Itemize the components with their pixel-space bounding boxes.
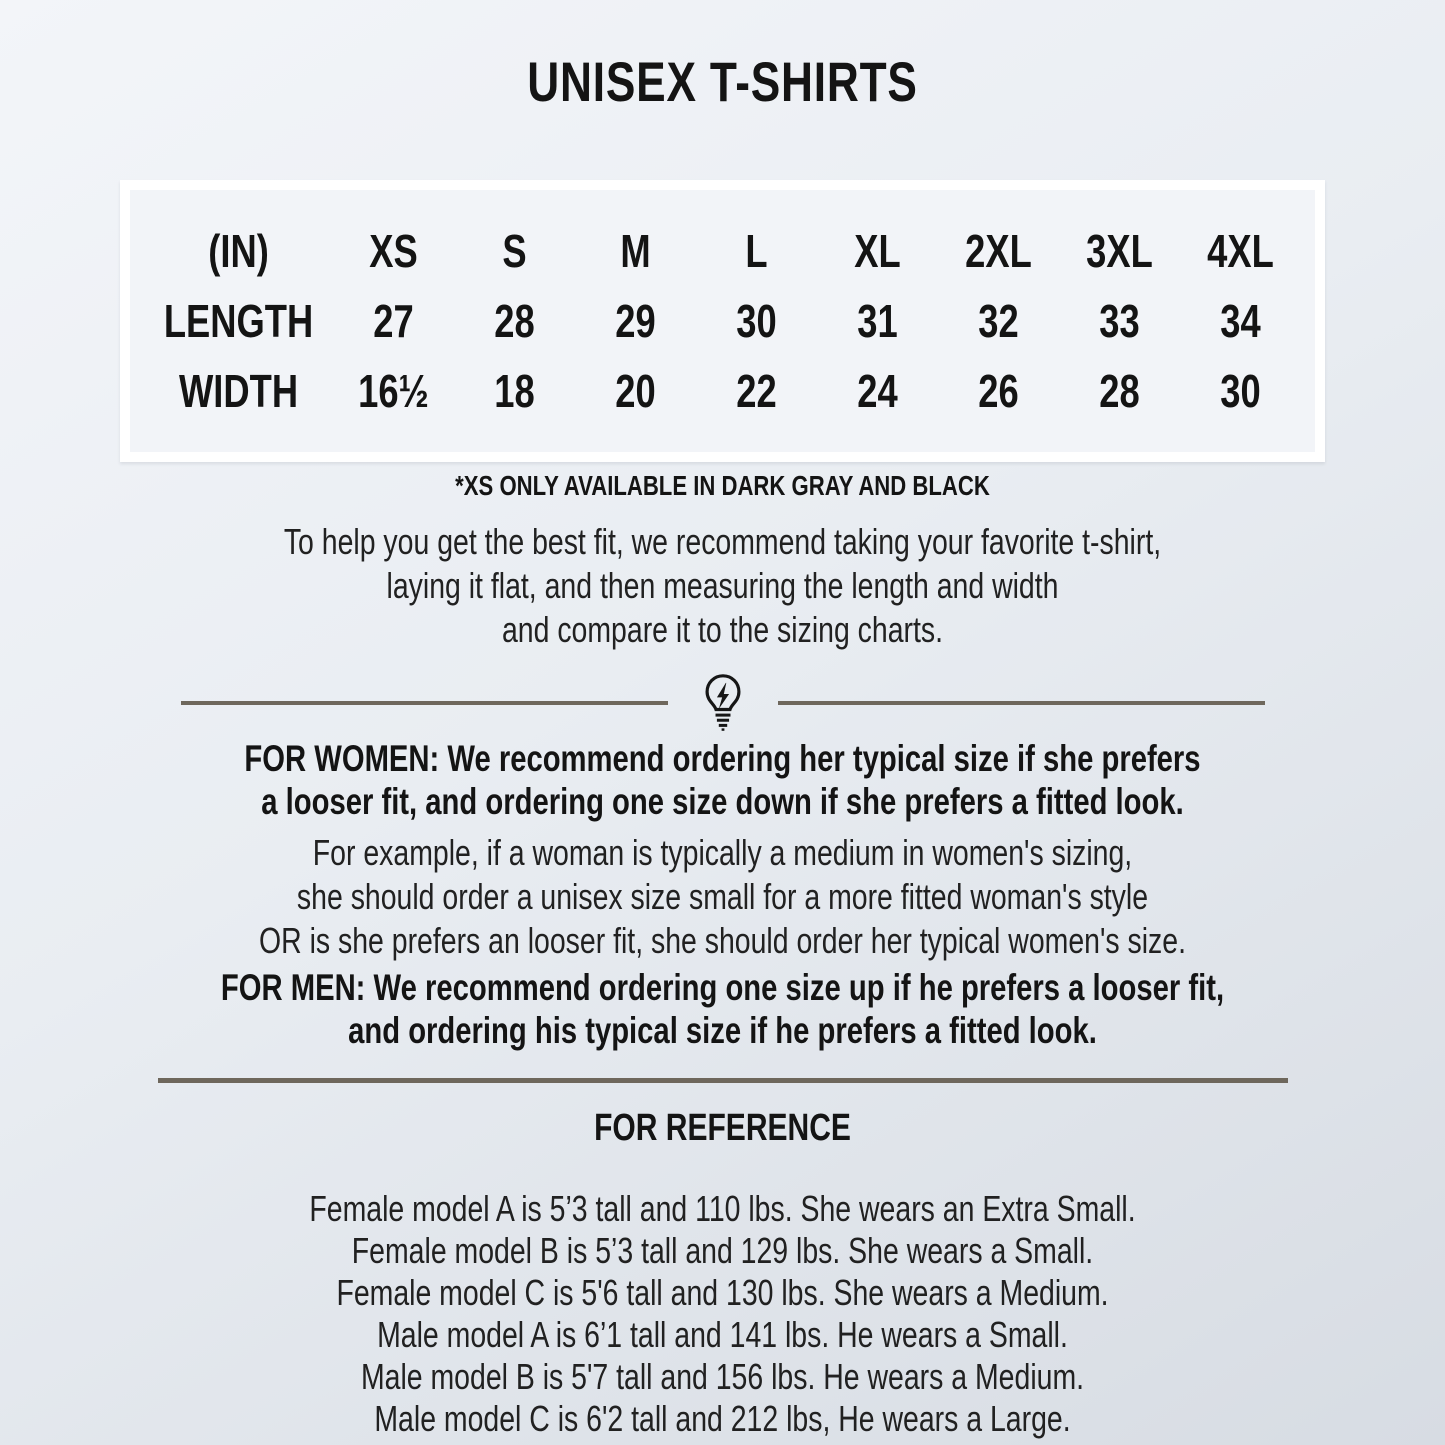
size-col-header-m: M: [620, 224, 651, 277]
reference-list: [0, 1188, 1445, 1440]
length-value: 34: [1220, 294, 1261, 347]
women-example-line: she should order a unisex size small for a more fitted woman's style: [296, 875, 1149, 917]
size-col-header-4xl: 4XL: [1207, 224, 1274, 277]
size-col-header-2xl: 2XL: [965, 224, 1032, 277]
reference-heading: FOR REFERENCE: [594, 1106, 851, 1149]
fit-instructions-line: and compare it to the sizing charts.: [501, 608, 944, 650]
divider-with-icon: [0, 674, 1445, 732]
men-recommendation-line: FOR MEN: We recommend ordering one size up if he prefers a looser fit,: [220, 966, 1225, 1008]
women-example-line: OR is she prefers an looser fit, she should order her typical women's size.: [259, 919, 1186, 961]
width-value: 20: [615, 364, 656, 417]
row-label-length: LENGTH: [163, 294, 314, 347]
length-value: 27: [373, 294, 414, 347]
size-table: [120, 180, 1325, 462]
length-value: 28: [494, 294, 535, 347]
fit-instructions: [0, 520, 1445, 652]
reference-line: Male model A is 6’1 tall and 141 lbs. He wears a Small.: [377, 1314, 1068, 1356]
women-recommendation: [0, 737, 1445, 823]
length-value: 33: [1099, 294, 1140, 347]
size-col-header-xs: XS: [369, 224, 418, 277]
size-col-header-3xl: 3XL: [1086, 224, 1153, 277]
width-value: 22: [736, 364, 777, 417]
width-value: 28: [1099, 364, 1140, 417]
reference-line: Female model A is 5’3 tall and 110 lbs. She wears an Extra Small.: [309, 1188, 1136, 1230]
unit-label: (IN): [208, 224, 269, 277]
length-value: 31: [857, 294, 898, 347]
width-value: 18: [494, 364, 535, 417]
divider-left-rule: [181, 701, 668, 705]
reference-line: Female model C is 5'6 tall and 130 lbs. She wears a Medium.: [336, 1272, 1109, 1314]
reference-line: Female model B is 5’3 tall and 129 lbs. She wears a Small.: [351, 1230, 1094, 1272]
page-title: UNISEX T-SHIRTS: [527, 50, 918, 113]
women-example: [0, 831, 1445, 963]
row-label-width: WIDTH: [179, 364, 299, 417]
length-value: 30: [736, 294, 777, 347]
men-recommendation: [0, 966, 1445, 1052]
section-divider: [158, 1078, 1288, 1083]
reference-line: Male model C is 6'2 tall and 212 lbs, He wears a Large.: [374, 1398, 1071, 1440]
width-value: 30: [1220, 364, 1261, 417]
fit-instructions-line: To help you get the best fit, we recommend taking your favorite t-shirt,: [283, 520, 1162, 562]
fit-instructions-line: laying it flat, and then measuring the length and width: [386, 564, 1059, 606]
width-value: 16½: [358, 364, 429, 417]
reference-line: Male model B is 5'7 tall and 156 lbs. He wears a Medium.: [360, 1356, 1085, 1398]
size-col-header-xl: XL: [854, 224, 901, 277]
size-table-grid: [144, 216, 1301, 426]
lightbulb-bolt-icon: [700, 673, 746, 731]
men-recommendation-line: and ordering his typical size if he prefers a fitted look.: [348, 1009, 1097, 1051]
length-value: 29: [615, 294, 656, 347]
women-recommendation-line: FOR WOMEN: We recommend ordering her typical size if she prefers: [244, 737, 1201, 779]
divider-right-rule: [778, 701, 1265, 705]
size-col-header-s: S: [502, 224, 527, 277]
women-example-line: For example, if a woman is typically a medium in women's sizing,: [312, 831, 1133, 873]
women-recommendation-line: a looser fit, and ordering one size down if she prefers a fitted look.: [261, 780, 1184, 822]
xs-availability-note: *XS ONLY AVAILABLE IN DARK GRAY AND BLACK: [455, 469, 990, 501]
size-col-header-l: L: [745, 224, 768, 277]
width-value: 26: [978, 364, 1019, 417]
width-value: 24: [857, 364, 898, 417]
length-value: 32: [978, 294, 1019, 347]
